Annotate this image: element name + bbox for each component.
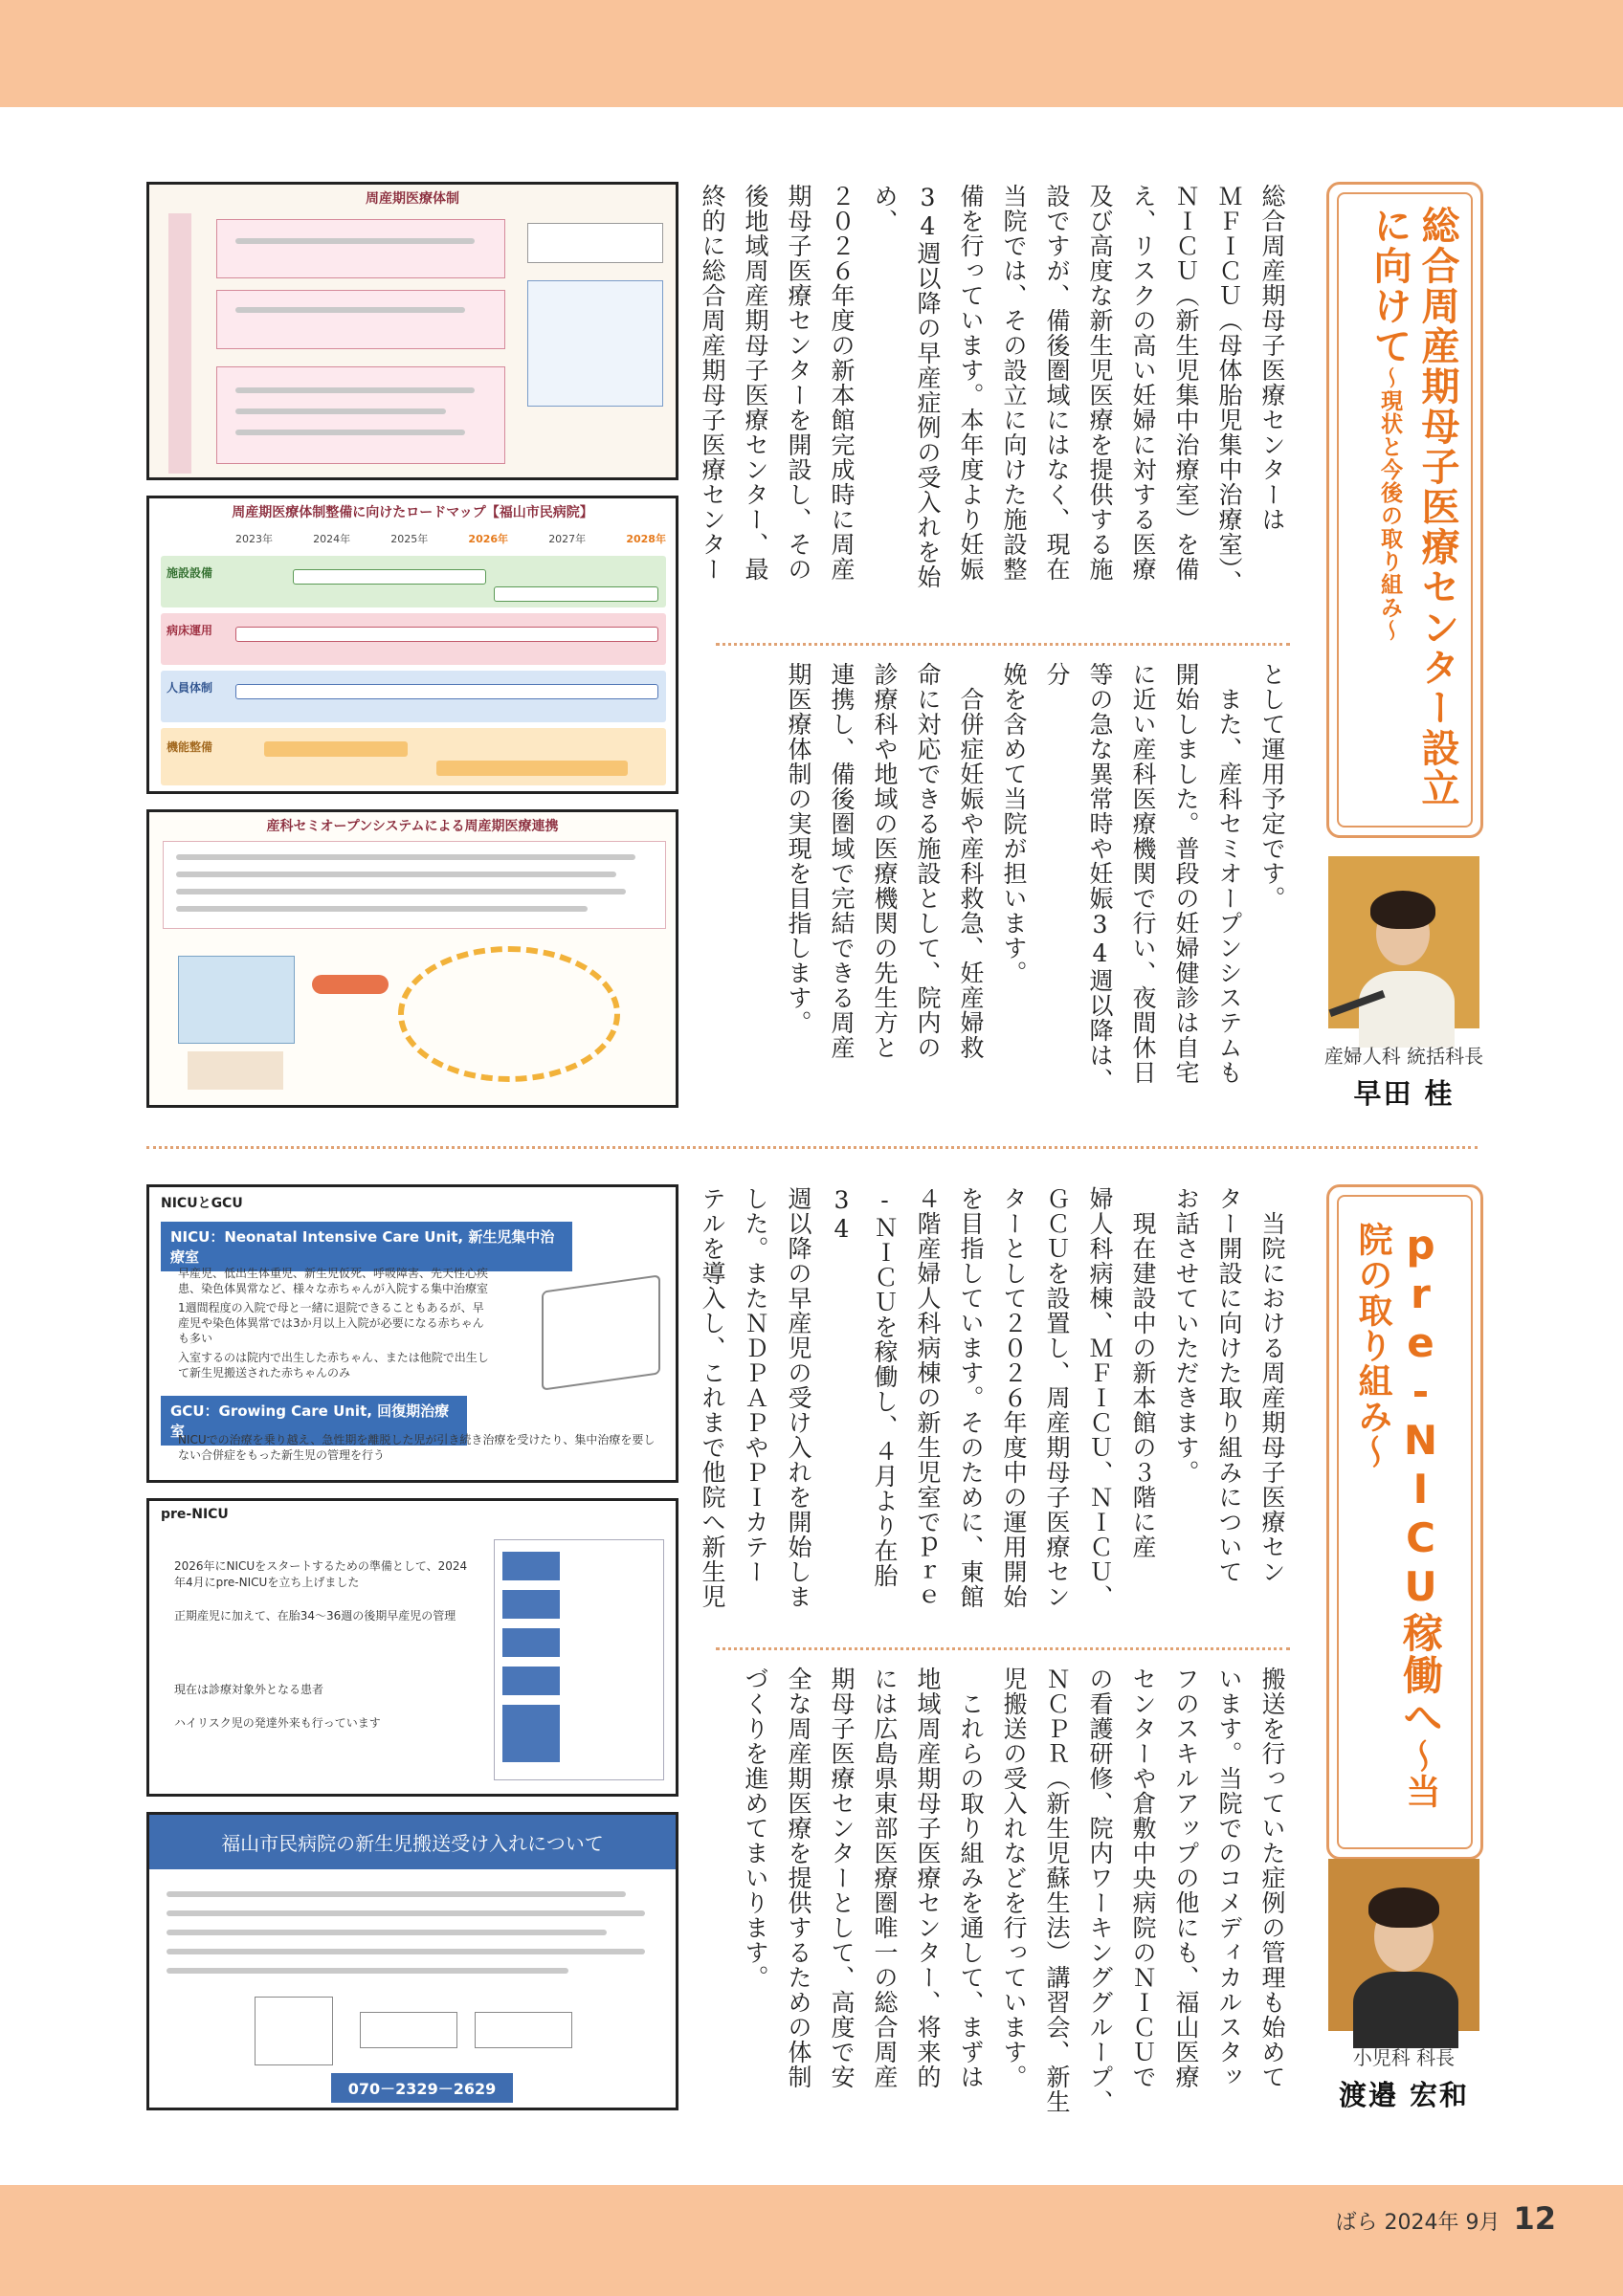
roadmap-row-4: 機能整備 (167, 740, 213, 754)
pre-nicu-item-1: 2026年にNICUをスタートするための準備として、2024年4月にpre-NICUを立ち上げました (174, 1559, 468, 1589)
figure4-title: NICUとGCU (161, 1196, 243, 1211)
article2-lower-col-5: の看護研修、院内ワーキンググループ、 (1086, 1667, 1114, 2114)
article2-col-11: 週以降の早産児の受け入れを開始しま (785, 1186, 812, 1609)
article2-col-3: お話させていただきます。 (1172, 1186, 1200, 1485)
magazine-issue: ばら 2024年 9月 (1335, 2211, 1501, 2235)
article1-lower-col-2: また、産科セミオープンシステムも (1215, 662, 1243, 1085)
article1-lower-col-6: 娩を含めて当院が担います。 (1000, 662, 1028, 985)
figure6-title: 福山市民病院の新生児搬送受け入れについて (149, 1815, 676, 1869)
top-band (0, 0, 1623, 107)
article2-author-name: 渡邉 宏和 (1338, 2079, 1470, 2111)
figure5-title: pre-NICU (161, 1507, 229, 1522)
article2-lower-col-1: 搬送を行っていた症例の管理も始めて (1258, 1667, 1286, 2089)
pre-nicu-item-4: ハイリスク児の発達外来も行っています (174, 1716, 381, 1730)
article1-col-8: 備を行っています。本年度より妊娠 (957, 184, 985, 582)
roadmap-row-3: 人員体制 (167, 681, 213, 695)
transport-phone: 070－2329－2629 (331, 2073, 513, 2103)
article2-col-12: した。またＮＤＰＡＰやＰＩカテー (742, 1186, 769, 1584)
pre-nicu-item-3: 現在は診療対象外となる患者 (174, 1683, 324, 1696)
article2-col-13: テルを導入し、これまで他院へ新生児 (699, 1186, 726, 1609)
figure2-title: 周産期医療体制整備に向けたロードマップ【福山市民病院】 (232, 505, 593, 520)
figure-roadmap (146, 496, 678, 794)
article1-col-4: え、リスクの高い妊婦に対する医療 (1129, 184, 1157, 582)
article2-col-8: を目指しています。そのために、東館 (957, 1186, 985, 1609)
article2-lower-col-3: フのスキルアップの他にも、福山医療 (1172, 1667, 1200, 2089)
article2-col-9: ４階産婦人科病棟の新生児室でｐｒｅ (914, 1186, 942, 1609)
article1-col-2: ＭＦＩＣＵ（母体胎児集中治療室）、 (1215, 184, 1243, 595)
article2-column-divider (716, 1647, 1290, 1650)
article1-col-12: 後地域周産期母子医療センター、最 (742, 184, 769, 582)
figure-nicu-gcu (146, 1184, 678, 1483)
article1-col-13: 終的に総合周産期母子医療センター (699, 184, 726, 582)
article1-col-5: 及び高度な新生児医療を提供する施 (1086, 184, 1114, 582)
article2-col-5: 婦人科病棟、ＭＦＩＣＵ、ＮＩＣＵ、 (1086, 1186, 1114, 1609)
article1-lower-col-1: として運用予定です。 (1258, 662, 1286, 911)
nicu-heading: NICU：Neonatal Intensive Care Unit, 新生児集中治療室 (161, 1222, 572, 1271)
article2-author-caption (1301, 2042, 1506, 2113)
article2-col-10: -ＮＩＣＵを稼働し、４月より在胎34 (828, 1186, 899, 1588)
article1-col-10: ２０２６年度の新本館完成時に周産 (828, 184, 856, 582)
article1-lower-col-3: 開始しました。普段の妊婦健診は自宅 (1172, 662, 1200, 1085)
article1-col-9: 34週以降の早産症例の受入れを始め、 (871, 184, 942, 589)
article1-lower-col-10: 連携し、備後圏域で完結できる周産 (828, 662, 856, 1060)
roadmap-year-5: 2027年 (548, 533, 587, 545)
pre-nicu-items (174, 1558, 471, 1735)
nicu-items (178, 1266, 494, 1384)
roadmap-row-2: 病床運用 (167, 624, 213, 637)
article1-lower-col-8: 命に対応できる施設として、院内の (914, 662, 942, 1060)
article1-col-6: 設ですが、備後圏域にはなく、現在 (1043, 184, 1071, 582)
article2-lower-col-4: センターや倉敷中央病院のＮＩＣＵで (1129, 1667, 1157, 2089)
article2-lower-col-11: 期母子医療センターとして、高度で安 (828, 1667, 856, 2089)
article1-author-role: 産婦人科 統括科長 (1323, 1045, 1484, 1068)
figure-transport (146, 1812, 678, 2110)
article1-title-box (1326, 182, 1483, 838)
article1-author-photo (1328, 856, 1479, 1028)
article1-body-upper (699, 184, 1294, 631)
article1-lower-col-5: 等の急な異常時や妊娠34週以降は、分 (1043, 662, 1114, 1093)
article2-col-2: ター開設に向けた取り組みについて (1215, 1186, 1243, 1584)
article1-column-divider (716, 643, 1290, 646)
article2-col-4: 現在建設中の新本館の３階に産 (1129, 1186, 1157, 1559)
figure-pre-nicu (146, 1498, 678, 1797)
figure3-title: 産科セミオープンシステムによる周産期医療連携 (266, 819, 559, 834)
article2-lower-col-12: 全な周産期医療を提供するための体制 (785, 1667, 812, 2089)
article1-lower-col-11: 期医療体制の実現を目指します。 (785, 662, 812, 1035)
article1-col-1: 総合周産期母子医療センターは (1258, 184, 1286, 532)
article2-lower-col-8: これらの取り組みを通して、まずは (957, 1667, 985, 2089)
article1-title: 総合周産期母子医療センター設立に向けて〜現状と今後の取り組み〜 (1367, 206, 1459, 808)
roadmap-year-2: 2024年 (313, 533, 351, 545)
gcu-items (178, 1432, 656, 1467)
nicu-item-3: 入室するのは院内で出生した赤ちゃん、または他院で出生して新生児搬送された赤ちゃんのみ (178, 1351, 489, 1380)
nicu-item-2: 1週間程度の入院で母と一緒に退院できることもあるが、早産児や染色体異常では3か月以上入院が必要になる赤ちゃんも多い (178, 1301, 484, 1345)
roadmap-year-3: 2025年 (390, 533, 429, 545)
article1-lower-col-9: 診療科や地域の医療機関の先生方と (871, 662, 899, 1060)
article2-title-box (1326, 1184, 1483, 1860)
article1-subtitle: 〜現状と今後の取り組み〜 (1377, 366, 1402, 642)
page-number: 12 (1513, 2200, 1556, 2237)
article2-lower-col-13: づくりを進めてまいります。 (742, 1667, 769, 1990)
article2-lower-col-7: 児搬送の受入れなどを行っています。 (1000, 1667, 1028, 2089)
article2-title: pre-NICU稼働へ〜当院の取り組み〜 (1353, 1222, 1444, 1809)
article2-col-6: ＧＣＵを設置し、周産期母子医療セン (1043, 1186, 1071, 1609)
figure-perinatal-system (146, 182, 678, 480)
article2-col-7: ターとして２０２６年度中の運用開始 (1000, 1186, 1028, 1609)
article2-lower-col-2: います。当院でのコメディカルスタッ (1215, 1667, 1243, 2089)
page-footer (1335, 2200, 1556, 2237)
roadmap-year-1: 2023年 (235, 533, 273, 545)
article2-lower-col-10: には広島県東部医療圏唯一の総合周産 (871, 1667, 899, 2089)
article1-lower-col-7: 合併症妊娠や産科救急、妊産婦救 (957, 662, 985, 1060)
article2-body-upper (699, 1186, 1294, 1634)
roadmap-year-4: 2026年 (468, 533, 509, 545)
figure-semi-open-system (146, 809, 678, 1108)
pre-nicu-item-2: 正期産児に加えて、在胎34〜36週の後期早産児の管理 (174, 1609, 456, 1623)
gcu-heading: GCU：Growing Care Unit, 回復期治療室 (161, 1396, 467, 1446)
incubator-illustration (542, 1274, 660, 1390)
section-divider (146, 1146, 1478, 1149)
gcu-item-1: NICUでの治療を乗り越え、急性期を離脱した児が引き続き治療を受けたり、集中治療を要しない合併症をもった新生児の管理を行う (178, 1433, 656, 1462)
article1-col-7: 当院では、その設立に向けた施設整 (1000, 184, 1028, 582)
article1-col-11: 期母子医療センターを開設し、その (785, 184, 812, 582)
article2-subtitle: 〜当院の取り組み〜 (1353, 1222, 1440, 1809)
article2-author-photo (1328, 1859, 1479, 2031)
roadmap-row-1: 施設設備 (167, 566, 213, 580)
article2-col-1: 当院における周産期母子医療セン (1258, 1186, 1286, 1584)
article1-col-3: ＮＩＣＵ（新生児集中治療室）を備 (1172, 184, 1200, 582)
article1-author-name: 早田 桂 (1353, 1077, 1455, 1110)
article2-lower-col-6: ＮＣＰＲ（新生児蘇生法）講習会、新生 (1043, 1667, 1071, 2114)
article2-body-lower (710, 1667, 1294, 2114)
article2-lower-col-9: 地域周産期母子医療センター、将来的 (914, 1667, 942, 2089)
roadmap-year-6: 2028年 (626, 533, 666, 545)
article1-body-lower (785, 662, 1294, 1110)
article1-author-caption (1301, 1041, 1506, 1112)
article2-author-role: 小児科 科長 (1352, 2046, 1456, 2069)
figure1-title: 周産期医療体制 (366, 191, 459, 207)
article1-lower-col-4: に近い産科医療機関で行い、夜間休日 (1129, 662, 1157, 1085)
nicu-item-1: 早産児、低出生体重児、新生児仮死、呼吸障害、先天性心疾患、染色体異常など、様々な赤ちゃんが入院する集中治療室 (178, 1267, 489, 1295)
